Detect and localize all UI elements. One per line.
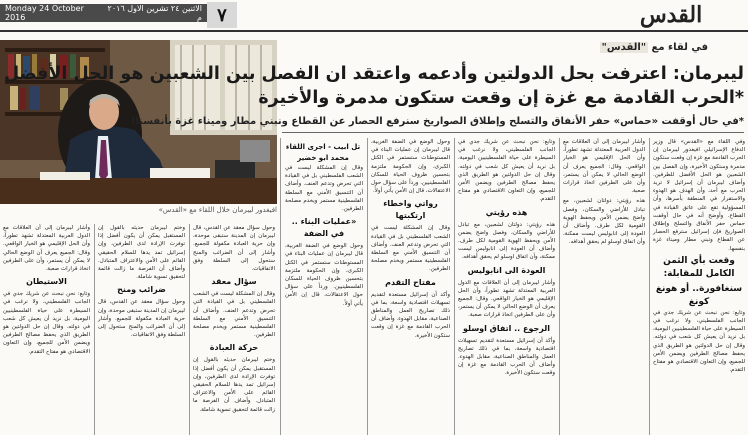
heading-vision: هذه رؤيتي <box>485 207 528 217</box>
column-2-para-1: وأشار ليبرمان إلى أن العلاقات مع الدول العربية المعتدلة تشهد تطوراً، وأن الحل الإقليمي هو الخيار الواقعي. وقال: الجميع يعرف أن الوضع الحالي لا يمكن أن يستمر، وأن على الطرفين اتخاذ قرارات صعبة. <box>563 139 645 195</box>
heading-oslo: الرجوع .. اتفاق اوسلو <box>463 323 550 333</box>
subheadline: *في حال أوقفت «حماس» حفر الأنفاق والتسلح وإطلاق الصواريخ سنرفع الحصار عن القطاع ونبني مطار وميناء غزة بأنفسنا! <box>130 116 744 127</box>
kicker-prefix: في لقاء مع <box>651 42 708 53</box>
column-4-para-2: وقال إن المشكلة ليست في الشعب الفلسطيني بل في القيادة التي تحرض وتدعم العنف. وأضاف أن التنسيق الأمني مع السلطة الفلسطينية مستمر ويخدم مصلحة الطرفين. <box>371 225 450 273</box>
heading-question: سؤال معقد <box>211 277 257 287</box>
column-8-para-1: وأشار ليبرمان إلى أن العلاقات مع الدول العربية المعتدلة تشهد تطوراً، وأن الحل الإقليمي هو الخيار الواقعي. وقال: الجميع يعرف أن الوضع الحالي لا يمكن أن يستمر، وأن على الطرفين اتخاذ قرارات صعبة. <box>3 225 90 273</box>
headline-line-2: *الحرب القادمة مع غزة إن وقعت ستكون مدمرة والأخيرة <box>258 88 744 108</box>
column-4 <box>368 138 453 435</box>
main-headline <box>4 62 744 110</box>
column-3-para-3: وأشار ليبرمان إلى أن العلاقات مع الدول العربية المعتدلة تشهد تطوراً، وأن الحل الإقليمي هو الخيار الواقعي. وقال: الجميع يعرف أن الوضع الحالي لا يمكن أن يستمر، وأن على الطرفين اتخاذ قرارات صعبة. <box>458 279 555 319</box>
column-5-para-2: وحول الوضع في الضفة الغربية، قال ليبرمان إن عمليات البناء في المستوطنات ستستمر في الكتل الكبرى، وإن الحكومة ملتزمة بتحسين ظروف الحياة للسكان الفلسطينيين. ورداً على سؤال حول الاعتقالات، قال إن الأمن يأتي أولاً. <box>285 243 363 307</box>
column-8 <box>0 224 93 435</box>
right-box-subtitle: سنغافورة.. أو هونغ كونغ <box>655 283 743 307</box>
article-columns <box>0 138 748 435</box>
masthead-bar <box>0 0 748 30</box>
column-divider-7 <box>94 224 95 435</box>
kicker-source: "القدس" <box>601 42 647 53</box>
date-arabic: الاثنين ٢٤ تشرين الاول ٢٠١٦ م <box>107 4 202 22</box>
right-box-title: وقعت بأي الثمن الكامل للمقابلة: <box>663 255 735 279</box>
column-6-para-3: وختم ليبرمان حديثه بالقول إن المستقبل يمكن أن يكون أفضل إذا توفرت الإرادة لدى الطرفين، وإن إسرائيل تمد يدها للسلام الحقيقي القائم على الأمن والاعتراف المتبادل. وأضاف أن الفرصة ما زالت قائمة لتحقيق تسوية شاملة. <box>193 357 275 413</box>
column-7-para-2: وحول سؤال معقد عن القدس، قال ليبرمان إن المدينة ستبقى موحدة، وإن حرية العبادة مكفولة للجميع. وأشار إلى أن الضرائب والمنح ستحول إلى السلطة وفق الاتفاقيات. <box>98 299 185 339</box>
heading-movement: حركة العبادة <box>209 343 259 353</box>
column-6 <box>190 224 278 435</box>
column-5-para-1: وقال إن المشكلة ليست في الشعب الفلسطيني بل في القيادة التي تحرض وتدعم العنف. وأضاف أن التنسيق الأمني مع السلطة الفلسطينية مستمر ويخدم مصلحة الطرفين. <box>285 165 363 213</box>
photo-caption: افيغدور ليبرمان خلال اللقاء مع «القدس» <box>158 206 277 214</box>
column-3-para-1: وتابع: نحن نبحث عن شريك جدي في الجانب الفلسطيني، ولا نرغب في السيطرة على حياة الفلسطينيين اليومية، بل نريد أن يعيش كل شعب في دولته. وقال إن حل الدولتين هو الطريق الذي يحفظ مصالح الطرفين ويضمن الأمن للجميع، وإن التعاون الاقتصادي هو مفتاح التقدم. <box>458 139 555 203</box>
masthead-rule <box>0 30 748 32</box>
column-3-para-4: وأكد أن إسرائيل مستعدة لتقديم تسهيلات اقتصادية واسعة، بما في ذلك تصاريح العمل والمناطق الصناعية، مقابل الهدوء. وأضاف أن الحرب القادمة مع غزة إن وقعت ستكون الأخيرة. <box>458 337 555 377</box>
column-1 <box>650 138 748 435</box>
column-3 <box>455 138 558 435</box>
column-divider-6 <box>189 224 190 435</box>
date-bar <box>0 4 207 22</box>
date-english: Monday 24 October 2016 <box>5 4 84 22</box>
column-6-para-1: وحول سؤال معقد عن القدس، قال ليبرمان إن المدينة ستبقى موحدة، وإن حرية العبادة مكفولة للجميع. وأشار إلى أن الضرائب والمنح ستحول إلى السلطة وفق الاتفاقيات. <box>193 225 275 273</box>
column-divider-3 <box>454 138 455 435</box>
heading-settle: الاستيطان <box>26 277 67 287</box>
column-1-para-1: وفي اللقاء مع «القدس» قال وزير الدفاع الإسرائيلي افيغدور ليبرمان إن الحرب القادمة مع غزة إن وقعت ستكون مدمرة وستكون الأخيرة، وإن الفصل بين الشعبين هو الحل الأفضل للطرفين. وأضاف ليبرمان أن إسرائيل لا تريد الحرب مع أحد، وأن الهدف هو الهدوء والاستقرار في المنطقة بأسرها، وأن المسؤولية تقع على عاتق القيادة في القطاع. وأوضح أنه في حال أوقفت حماس حفر الأنفاق والتسلح وإطلاق الصواريخ فإن إسرائيل سترفع الحصار عن القطاع وتبني مطار وميناء غزة بنفسها. <box>653 139 745 252</box>
column-divider-4 <box>367 138 368 435</box>
column-divider-5 <box>280 138 281 435</box>
column-7 <box>95 224 188 435</box>
column-3-para-2: هذه رؤيتي: دولتان لشعبين، مع تبادل للأراضي والسكان، وفصل واضح يضمن الأمن ويحفظ الهوية القومية لكل طرف. وأضاف أن العودة إلى انابوليس ليست ممكنة، وأن اتفاق اوسلو لم يحقق أهدافه. <box>458 221 555 261</box>
column-2 <box>560 138 648 435</box>
headline-line-1: ليبرمان: اعترفت بحل الدولتين وأدعمه واعتقد ان الفصل بين الشعبين هو الحل الأفضل <box>4 64 744 84</box>
byline-author: محمد ابو خضير <box>297 154 349 162</box>
newspaper-logo: القدس <box>639 2 703 28</box>
column-7-para-1: وختم ليبرمان حديثه بالقول إن المستقبل يمكن أن يكون أفضل إذا توفرت الإرادة لدى الطرفين، وإن إسرائيل تمد يدها للسلام الحقيقي القائم على الأمن والاعتراف المتبادل. وأضاف أن الفرصة ما زالت قائمة لتحقيق تسوية شاملة. <box>98 225 185 281</box>
heading-key: مفتاح التقدم <box>385 277 436 287</box>
byline-location: تل ابيب - اجرى اللقاء <box>285 143 361 151</box>
column-4-para-1: وحول الوضع في الضفة الغربية، قال ليبرمان إن عمليات البناء في المستوطنات ستستمر في الكتل الكبرى، وإن الحكومة ملتزمة بتحسين ظروف الحياة للسكان الفلسطينيين. ورداً على سؤال حول الاعتقالات، قال إن الأمن يأتي أولاً. <box>371 139 450 195</box>
column-divider-1 <box>649 138 650 435</box>
interview-kicker <box>600 42 708 53</box>
column-4-para-3: وأكد أن إسرائيل مستعدة لتقديم تسهيلات اقتصادية واسعة، بما في ذلك تصاريح العمل والمناطق الصناعية، مقابل الهدوء. وأضاف أن الحرب القادمة مع غزة إن وقعت ستكون الأخيرة. <box>371 291 450 339</box>
heading-return: العودة الى انابوليس <box>467 265 546 275</box>
heading-building: «عمليات البناء .. في الضفة <box>291 217 357 239</box>
column-8-para-2: وتابع: نحن نبحث عن شريك جدي في الجانب الفلسطيني، ولا نرغب في السيطرة على حياة الفلسطينيين اليومية، بل نريد أن يعيش كل شعب في دولته. وقال إن حل الدولتين هو الطريق الذي يحفظ مصالح الطرفين ويضمن الأمن للجميع، وإن التعاون الاقتصادي هو مفتاح التقدم. <box>3 291 90 355</box>
column-6-para-2: وقال إن المشكلة ليست في الشعب الفلسطيني بل في القيادة التي تحرض وتدعم العنف. وأضاف أن التنسيق الأمني مع السلطة الفلسطينية مستمر ويخدم مصلحة الطرفين. <box>193 291 275 339</box>
column-2-para-2: هذه رؤيتي: دولتان لشعبين، مع تبادل للأراضي والسكان، وفصل واضح يضمن الأمن ويحفظ الهوية القومية لكل طرف. وأضاف أن العودة إلى انابوليس ليست ممكنة، وأن اتفاق اوسلو لم يحقق أهدافه. <box>563 198 645 246</box>
heading-sources: ضرائب ومنح <box>117 285 166 295</box>
headline-rule <box>282 132 744 133</box>
column-5 <box>282 164 366 435</box>
heading-views: رواتي واخطاء ارتكبتها <box>383 199 438 221</box>
column-divider-2 <box>559 138 560 435</box>
page-number: ٧ <box>207 2 237 28</box>
column-1-para-2: وتابع: نحن نبحث عن شريك جدي في الجانب الفلسطيني، ولا نرغب في السيطرة على حياة الفلسطينيين اليومية، بل نريد أن يعيش كل شعب في دولته. وقال إن حل الدولتين هو الطريق الذي يحفظ مصالح الطرفين ويضمن الأمن للجميع، وإن التعاون الاقتصادي هو مفتاح التقدم. <box>653 309 745 374</box>
